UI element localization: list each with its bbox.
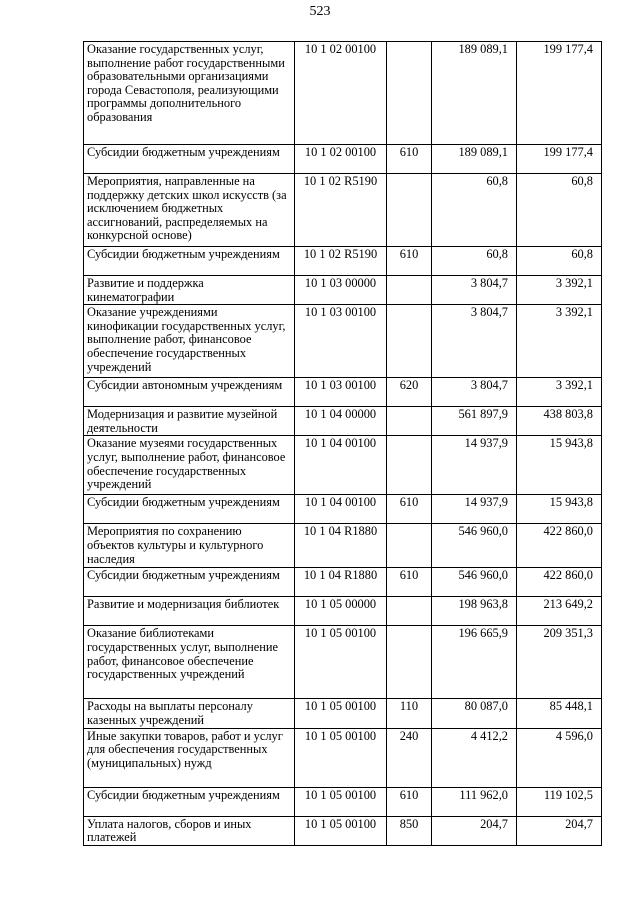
- row-sum-1: 561 897,9: [432, 407, 517, 436]
- row-sum-2: 119 102,5: [517, 787, 602, 816]
- row-vr: 610: [387, 568, 432, 597]
- row-name: Субсидии бюджетным учреждениям: [84, 495, 295, 524]
- row-code: 10 1 05 00100: [295, 816, 387, 845]
- row-sum-1: 111 962,0: [432, 787, 517, 816]
- table-row: [84, 699, 602, 728]
- row-code: 10 1 05 00100: [295, 728, 387, 787]
- row-code: 10 1 02 00100: [295, 42, 387, 145]
- row-vr: 850: [387, 816, 432, 845]
- table-row: [84, 42, 602, 145]
- row-vr: [387, 597, 432, 626]
- row-code: 10 1 04 00100: [295, 436, 387, 495]
- row-code: 10 1 05 00100: [295, 699, 387, 728]
- row-name: Субсидии бюджетным учреждениям: [84, 145, 295, 174]
- table-row: [84, 305, 602, 378]
- row-vr: 610: [387, 787, 432, 816]
- row-name: Субсидии автономным учреждениям: [84, 378, 295, 407]
- page-number: 523: [309, 4, 331, 19]
- row-sum-2: 4 596,0: [517, 728, 602, 787]
- row-sum-2: 3 392,1: [517, 276, 602, 305]
- row-vr: [387, 42, 432, 145]
- row-name: Иные закупки товаров, работ и услуг для обеспечения государственных (муниципальных) нужд: [84, 728, 295, 787]
- row-name: Мероприятия, направленные на поддержку детских школ искусств (за исключением бюджетных ассигнований, распределяемых на конкурсной основе): [84, 174, 295, 247]
- row-code: 10 1 05 00000: [295, 597, 387, 626]
- row-sum-1: 189 089,1: [432, 145, 517, 174]
- row-sum-1: 14 937,9: [432, 495, 517, 524]
- row-code: 10 1 05 00100: [295, 626, 387, 699]
- row-sum-2: 15 943,8: [517, 436, 602, 495]
- row-code: 10 1 03 00100: [295, 305, 387, 378]
- row-sum-2: 213 649,2: [517, 597, 602, 626]
- row-sum-1: 204,7: [432, 816, 517, 845]
- table-row: [84, 276, 602, 305]
- row-sum-2: 204,7: [517, 816, 602, 845]
- table-row: [84, 728, 602, 787]
- table-row: [84, 145, 602, 174]
- row-code: 10 1 03 00000: [295, 276, 387, 305]
- row-name: Развитие и поддержка кинематографии: [84, 276, 295, 305]
- row-sum-1: 60,8: [432, 174, 517, 247]
- row-vr: [387, 407, 432, 436]
- row-code: 10 1 04 00000: [295, 407, 387, 436]
- row-sum-2: 438 803,8: [517, 407, 602, 436]
- row-code: 10 1 02 00100: [295, 145, 387, 174]
- row-vr: 110: [387, 699, 432, 728]
- table-row: [84, 597, 602, 626]
- row-sum-1: 198 963,8: [432, 597, 517, 626]
- row-code: 10 1 03 00100: [295, 378, 387, 407]
- row-sum-1: 546 960,0: [432, 568, 517, 597]
- row-sum-1: 4 412,2: [432, 728, 517, 787]
- row-sum-1: 80 087,0: [432, 699, 517, 728]
- table-row: [84, 407, 602, 436]
- row-sum-2: 3 392,1: [517, 305, 602, 378]
- table-row: [84, 174, 602, 247]
- row-sum-2: 422 860,0: [517, 568, 602, 597]
- row-name: Субсидии бюджетным учреждениям: [84, 568, 295, 597]
- row-name: Мероприятия по сохранению объектов культуры и культурного наследия: [84, 524, 295, 568]
- table-row: [84, 524, 602, 568]
- row-vr: 610: [387, 495, 432, 524]
- table-row: [84, 436, 602, 495]
- row-sum-2: 422 860,0: [517, 524, 602, 568]
- row-vr: 620: [387, 378, 432, 407]
- row-name: Субсидии бюджетным учреждениям: [84, 787, 295, 816]
- row-sum-2: 199 177,4: [517, 42, 602, 145]
- row-name: Оказание учреждениями кинофикации государственных услуг, выполнение работ, финансовое обеспечение государственных учреждений: [84, 305, 295, 378]
- table-row: [84, 787, 602, 816]
- row-name: Оказание государственных услуг, выполнение работ государственными образовательными организациями города Севастополя, реализующими программы дополнительного образования: [84, 42, 295, 145]
- row-name: Развитие и модернизация библиотек: [84, 597, 295, 626]
- row-sum-1: 196 665,9: [432, 626, 517, 699]
- row-code: 10 1 04 R1880: [295, 568, 387, 597]
- row-name: Расходы на выплаты персоналу казенных учреждений: [84, 699, 295, 728]
- row-vr: [387, 174, 432, 247]
- row-sum-1: 14 937,9: [432, 436, 517, 495]
- row-vr: [387, 305, 432, 378]
- row-code: 10 1 04 00100: [295, 495, 387, 524]
- row-sum-2: 199 177,4: [517, 145, 602, 174]
- row-name: Оказание библиотеками государственных услуг, выполнение работ, финансовое обеспечение государственных учреждений: [84, 626, 295, 699]
- row-sum-2: 209 351,3: [517, 626, 602, 699]
- table-row: [84, 378, 602, 407]
- row-code: 10 1 02 R5190: [295, 247, 387, 276]
- table-row: [84, 495, 602, 524]
- row-code: 10 1 04 R1880: [295, 524, 387, 568]
- row-sum-1: 546 960,0: [432, 524, 517, 568]
- table-row: [84, 568, 602, 597]
- row-name: Уплата налогов, сборов и иных платежей: [84, 816, 295, 845]
- budget-table-body: [84, 42, 602, 846]
- row-vr: 610: [387, 247, 432, 276]
- row-sum-2: 15 943,8: [517, 495, 602, 524]
- budget-table: [83, 41, 602, 846]
- row-sum-2: 60,8: [517, 247, 602, 276]
- row-sum-1: 60,8: [432, 247, 517, 276]
- table-row: [84, 247, 602, 276]
- row-sum-1: 3 804,7: [432, 305, 517, 378]
- row-vr: [387, 626, 432, 699]
- row-vr: [387, 524, 432, 568]
- row-sum-1: 3 804,7: [432, 378, 517, 407]
- row-sum-1: 3 804,7: [432, 276, 517, 305]
- table-row: [84, 626, 602, 699]
- row-name: Оказание музеями государственных услуг, выполнение работ, финансовое обеспечение государственных учреждений: [84, 436, 295, 495]
- row-code: 10 1 02 R5190: [295, 174, 387, 247]
- table-row: [84, 816, 602, 845]
- row-name: Модернизация и развитие музейной деятельности: [84, 407, 295, 436]
- row-vr: [387, 436, 432, 495]
- row-code: 10 1 05 00100: [295, 787, 387, 816]
- row-name: Субсидии бюджетным учреждениям: [84, 247, 295, 276]
- row-vr: 240: [387, 728, 432, 787]
- row-sum-2: 85 448,1: [517, 699, 602, 728]
- row-vr: 610: [387, 145, 432, 174]
- row-vr: [387, 276, 432, 305]
- row-sum-2: 3 392,1: [517, 378, 602, 407]
- row-sum-1: 189 089,1: [432, 42, 517, 145]
- row-sum-2: 60,8: [517, 174, 602, 247]
